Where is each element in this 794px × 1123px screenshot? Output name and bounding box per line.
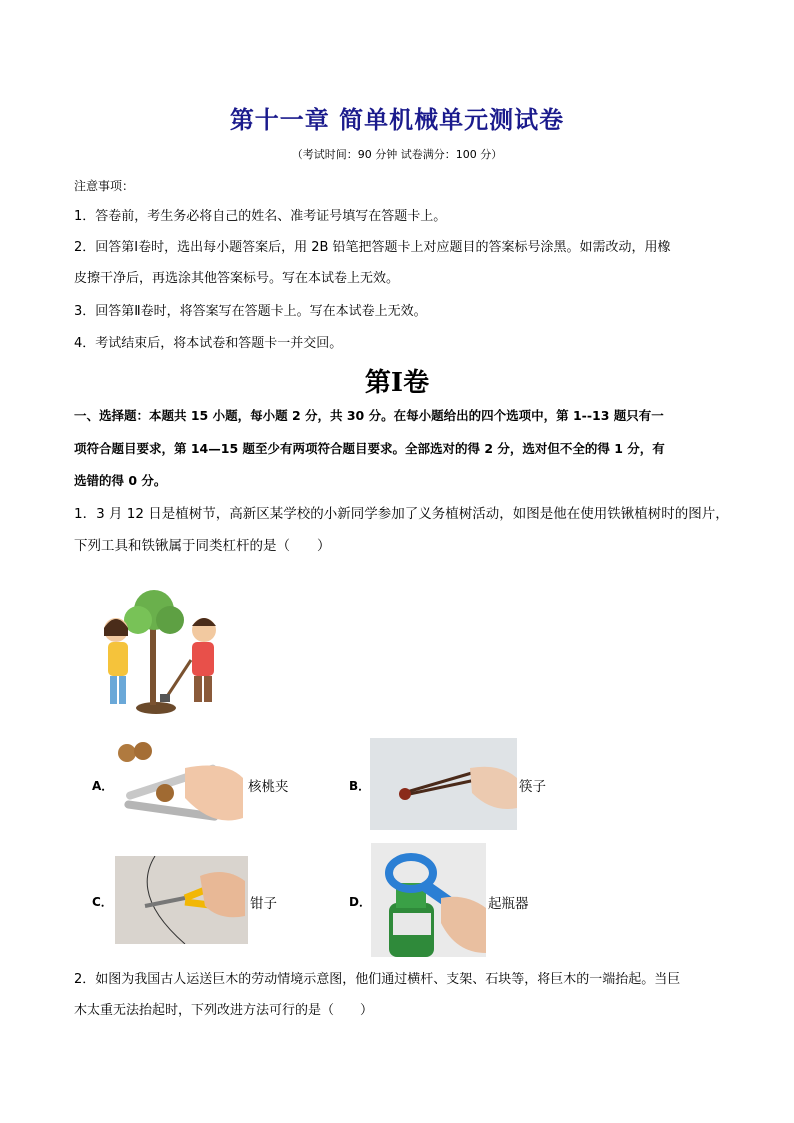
option-d-image xyxy=(371,843,486,957)
section-instructions-line-2: 项符合题目要求，第 14—15 题至少有两项符合题目要求。全部选对的得 2 分，选对但不全的得 1 分，有 xyxy=(74,441,665,456)
section-instructions-line-3: 选错的得 0 分。 xyxy=(74,473,167,488)
exam-subtitle: （考试时间：90 分钟 试卷满分：100 分） xyxy=(291,148,503,161)
option-d-letter: D． xyxy=(349,895,371,909)
question-2-line-1: 2．如图为我国古人运送巨木的劳动情境示意图，他们通过横杆、支架、石块等，将巨木的一端抬起。当巨 xyxy=(74,972,681,987)
option-b-image xyxy=(370,738,517,830)
note-item-2-cont: 皮擦干净后，再选涂其他答案标号。写在本试卷上无效。 xyxy=(74,271,400,286)
section-instructions-line-1: 一、选择题：本题共 15 小题，每小题 2 分，共 30 分。在每小题给出的四个选项中，第 1--13 题只有一 xyxy=(74,408,664,423)
note-item-2: 2．回答第Ⅰ卷时，选出每小题答案后，用 2B 铅笔把答题卡上对应题目的答案标号涂黑。如需改动，用橡 xyxy=(74,240,671,255)
exam-title: 第十一章 简单机械单元测试卷 xyxy=(229,106,565,134)
option-a-image xyxy=(115,738,245,830)
option-c-text: 钳子 xyxy=(250,896,277,912)
volume-title: 第Ⅰ卷 xyxy=(364,368,430,398)
option-b-text: 筷子 xyxy=(519,779,546,795)
question-2-line-2: 木太重无法抬起时，下列改进方法可行的是（ ） xyxy=(74,1003,374,1018)
note-item-3: 3．回答第Ⅱ卷时，将答案写在答题卡上。写在本试卷上无效。 xyxy=(74,304,427,319)
tree-planting-illustration xyxy=(86,580,236,720)
note-item-1: 1．答卷前，考生务必将自己的姓名、准考证号填写在答题卡上。 xyxy=(74,209,447,224)
option-a-letter: A． xyxy=(92,779,114,793)
option-d-text: 起瓶器 xyxy=(488,896,529,912)
note-item-4: 4．考试结束后，将本试卷和答题卡一并交回。 xyxy=(74,336,343,351)
option-c-image xyxy=(115,856,248,944)
option-a-text: 核桃夹 xyxy=(248,779,289,795)
question-1-line-2: 下列工具和铁锹属于同类杠杆的是（ ） xyxy=(74,538,331,554)
question-1-line-1: 1．3 月 12 日是植树节，高新区某学校的小新同学参加了义务植树活动，如图是他在使用铁锹植树时的图片， xyxy=(74,506,729,522)
option-c-letter: C． xyxy=(92,895,113,909)
notes-heading: 注意事项： xyxy=(74,179,135,193)
option-b-letter: B． xyxy=(349,779,371,793)
